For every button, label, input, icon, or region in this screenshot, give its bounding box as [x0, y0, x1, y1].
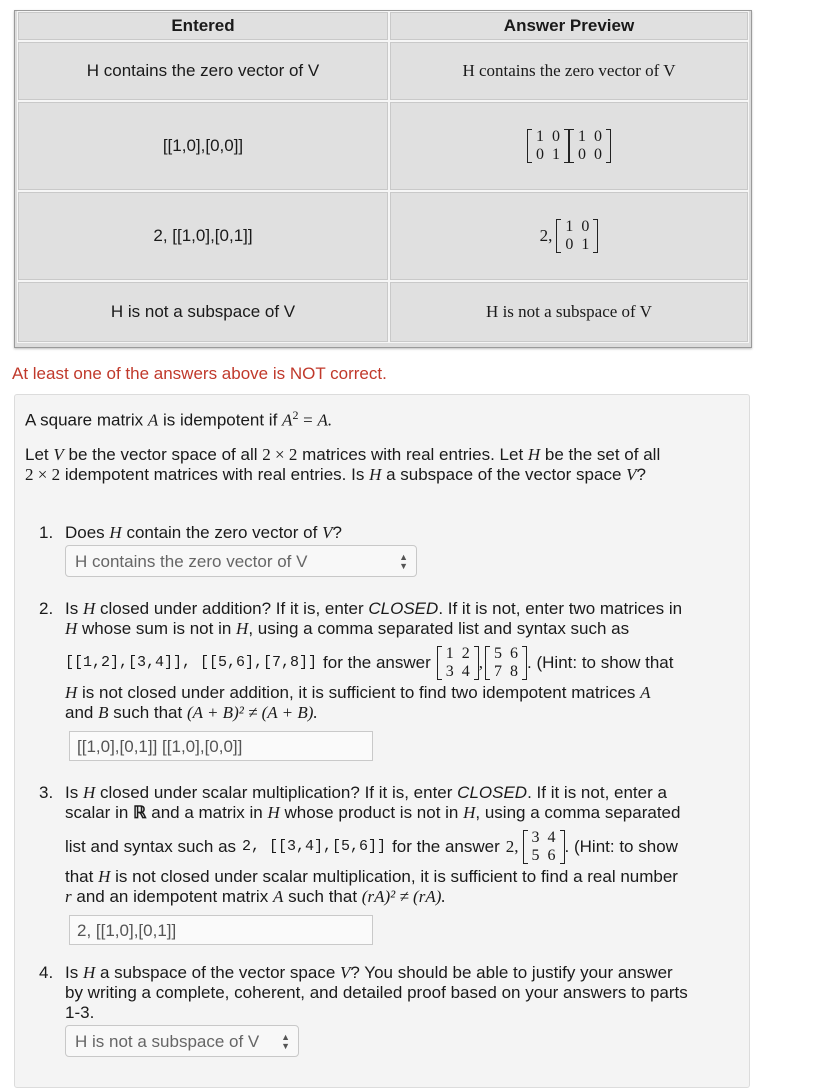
math: H [65, 619, 78, 638]
select-value: H contains the zero vector of V [75, 552, 308, 571]
question-text [65, 599, 735, 723]
preview-scalar: 2, [539, 226, 553, 245]
select-arrows-icon: ▲ ▼ [281, 1032, 290, 1051]
preview-matrix [556, 218, 598, 254]
math: = [303, 410, 313, 430]
math: V [340, 963, 351, 982]
question-text [65, 963, 735, 1023]
matrix-entry: 1 [581, 236, 590, 253]
formula: (rA)² ≠ (rA). [361, 887, 446, 906]
line [65, 827, 735, 867]
line [65, 867, 735, 887]
math: A. [317, 410, 333, 430]
math: H [98, 867, 111, 886]
question-3 [39, 783, 735, 923]
line: by writing a complete, coherent, and detailed proof based on your answers to parts [65, 983, 688, 1002]
select-arrows-icon: ▲ ▼ [399, 552, 408, 571]
matrix-entry: 0 [581, 218, 590, 235]
results-table [14, 10, 752, 348]
entered-cell-2 [17, 101, 389, 191]
line [65, 703, 735, 723]
input-value: [[1,0],[0,1]] [[1,0],[0,0]] [77, 737, 243, 756]
example-code: [[1,2],[3,4]], [[5,6],[7,8]] [65, 654, 318, 671]
closed-keyword: CLOSED [457, 783, 528, 802]
matrix-entry: 1 [445, 645, 454, 662]
matrix-entry: 0 [594, 128, 602, 145]
math: V [626, 465, 637, 484]
preview-cell-1 [389, 41, 749, 101]
text: ? You should be able to justify your answer [350, 963, 673, 982]
matrix-entry: 0 [565, 236, 574, 253]
matrix-entry: 8 [510, 663, 519, 680]
text: such that [113, 703, 183, 722]
text: idempotent matrices with real entries. Is [64, 465, 365, 484]
text: and an idempotent matrix [76, 887, 269, 906]
subspace-select[interactable] [65, 1025, 299, 1057]
entered-cell-4 [17, 281, 389, 343]
line [65, 619, 735, 639]
header-answer-preview [389, 11, 749, 41]
text: a subspace of the vector space [386, 465, 622, 484]
math: H [463, 803, 476, 822]
math: A [272, 887, 284, 906]
closed-keyword: CLOSED [368, 599, 439, 618]
text: . (Hint: to show [564, 837, 678, 856]
question-number: 2. [39, 599, 54, 618]
matrix-entry: 6 [547, 847, 556, 864]
header-preview-label: Answer Preview [503, 16, 635, 35]
preview-value: H is not a subspace of V [486, 302, 652, 321]
math: 2, [505, 837, 519, 856]
preview-cell-2 [389, 101, 749, 191]
question-number: 1. [39, 523, 54, 542]
question-number: 3. [39, 783, 54, 802]
matrix-entry: 1 [552, 146, 560, 163]
preview-matrix [569, 128, 611, 164]
matrix-entry: 3 [531, 829, 540, 846]
text: closed under scalar multiplication? If it is, enter [99, 783, 453, 802]
line [65, 963, 735, 983]
text: ? [332, 523, 342, 542]
example-matrix [437, 645, 479, 681]
entered-value: H contains the zero vector of V [86, 61, 320, 80]
text: Is [65, 963, 79, 982]
math: H [65, 683, 78, 702]
question-2 [39, 599, 735, 739]
entered-value: [[1,0],[0,0]] [162, 136, 244, 155]
entered-value: 2, [[1,0],[0,1]] [153, 226, 253, 245]
math: H [527, 445, 541, 464]
matrix-entry: 4 [547, 829, 556, 846]
line: 1-3. [65, 1003, 95, 1022]
line [65, 599, 735, 619]
example-matrix [523, 829, 565, 865]
text: Does [65, 523, 105, 542]
text: whose product is not in [284, 803, 459, 822]
math: 2 × 2 [262, 445, 298, 464]
text: matrices with real entries. Let [302, 445, 524, 464]
math: A [282, 410, 293, 430]
input-value: 2, [[1,0],[0,1]] [77, 921, 177, 940]
header-entered [17, 11, 389, 41]
math: ℝ [133, 803, 147, 822]
entered-cell-1 [17, 41, 389, 101]
text: such that [288, 887, 358, 906]
math: H [82, 783, 96, 802]
text: . If it is not, enter two matrices in [438, 599, 683, 618]
math: B [98, 703, 109, 722]
question-4 [39, 963, 735, 1027]
definition-text [25, 405, 733, 431]
matrix-entry: 0 [594, 146, 602, 163]
line [65, 783, 735, 803]
text: is not closed under scalar multiplication, it is sufficient to find a real number [115, 867, 678, 886]
text: contain the zero vector of [126, 523, 318, 542]
text: a subspace of the vector space [99, 963, 336, 982]
text: list and syntax such as [65, 837, 237, 856]
line [65, 803, 735, 823]
math: H [267, 803, 280, 822]
text: for the answer [323, 653, 431, 672]
select-value: H is not a subspace of V [75, 1032, 260, 1051]
example-matrix [485, 645, 527, 681]
text: be the vector space of all [68, 445, 258, 464]
text: closed under addition? If it is, enter [99, 599, 364, 618]
text: is idempotent if [162, 410, 278, 430]
line [65, 887, 735, 907]
matrix-entry: 0 [552, 128, 560, 145]
matrix-entry: 0 [578, 146, 586, 163]
text: is not closed under addition, it is sufficient to find two idempotent matrices [82, 683, 636, 702]
matrix-entry: 1 [578, 128, 586, 145]
question-text [65, 523, 735, 543]
text: and a matrix in [151, 803, 263, 822]
text: , using a comma separated [475, 803, 681, 822]
setup-text [25, 445, 733, 485]
text: . If it is not, enter a [527, 783, 667, 802]
preview-value: H contains the zero vector of V [462, 61, 676, 80]
text: and [65, 703, 94, 722]
matrix-entry: 5 [494, 645, 503, 662]
problem-panel [14, 394, 750, 1088]
text: that [65, 867, 94, 886]
matrix-entry: 4 [461, 663, 470, 680]
line: [[1,2],[3,4]], [[5,6],[7,8]] for the answer 1 2 3 4 , 5 6 7 8 . (Hint: to show that [65, 645, 674, 680]
matrix-entry: 3 [445, 663, 454, 680]
math: A [640, 683, 651, 702]
math: H [109, 523, 122, 542]
line [65, 683, 735, 703]
entered-value: H is not a subspace of V [110, 302, 296, 321]
math: V [53, 445, 64, 464]
matrix-entry: 6 [510, 645, 519, 662]
math: A [147, 410, 159, 430]
math: H [236, 619, 249, 638]
text: for the answer [392, 837, 500, 856]
text: Is [65, 783, 79, 802]
text: . (Hint: to show that [527, 653, 674, 672]
matrix-entry: 1 [565, 218, 574, 235]
text: A square matrix [25, 410, 144, 430]
math: 2 × 2 [25, 465, 61, 484]
matrix-entry: 2 [461, 645, 470, 662]
math: V [322, 523, 333, 542]
zero-vector-select[interactable] [65, 545, 417, 577]
text: scalar in [65, 803, 129, 822]
matrix-entry: 1 [536, 128, 544, 145]
math: 2 [292, 408, 299, 422]
question-text [65, 783, 735, 907]
preview-cell-3 [389, 191, 749, 281]
matrix-entry: 0 [536, 146, 544, 163]
addition-answer-input[interactable] [69, 731, 373, 761]
formula: (A + B)² ≠ (A + B). [186, 703, 318, 722]
math: H [82, 963, 96, 982]
matrix-entry: 5 [531, 847, 540, 864]
header-entered-label: Entered [171, 16, 235, 35]
text: ? [636, 465, 646, 484]
math: H [369, 465, 382, 484]
incorrect-warning: At least one of the answers above is NOT correct. [12, 364, 387, 383]
text: be the set of all [544, 445, 661, 464]
text: whose sum is not in [82, 619, 232, 638]
preview-matrix [527, 128, 569, 164]
text: Is [65, 599, 79, 618]
text: , using a comma separated list and syntax such as [248, 619, 630, 638]
entered-cell-3 [17, 191, 389, 281]
math: r [65, 887, 72, 906]
text: Let [25, 445, 49, 464]
question-number: 4. [39, 963, 54, 982]
scalar-answer-input[interactable] [69, 915, 373, 945]
math: H [82, 599, 96, 618]
preview-cell-4 [389, 281, 749, 343]
example-code: 2, [[3,4],[5,6]] [242, 838, 387, 855]
matrix-entry: 7 [494, 663, 503, 680]
